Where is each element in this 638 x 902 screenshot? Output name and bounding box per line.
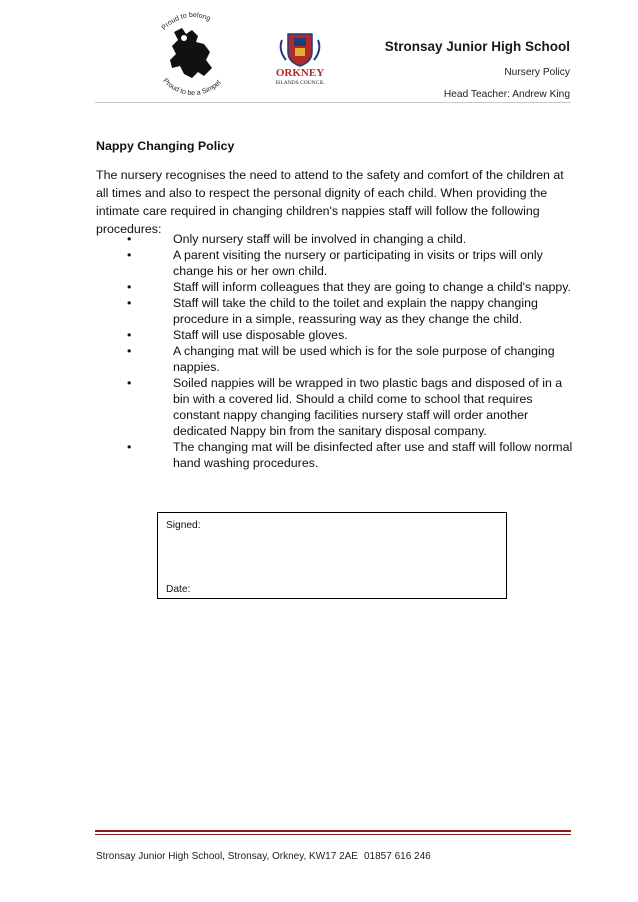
rule-text: Staff will use disposable gloves. (173, 328, 348, 342)
council-sub: ISLANDS COUNCIL (275, 80, 325, 86)
rule-text: Soiled nappies will be wrapped in two plastic bags and disposed of in a bin with a covered lid. Should a child come to school that requires constant nappy changing facilities nursery staff will order another dedicated Nappy bin from the sanitary disposal company. (173, 376, 563, 438)
footer-phone: 01857 616 246 (364, 851, 431, 862)
footer-divider (95, 830, 571, 832)
policy-intro: The nursery recognises the need to attend to the safety and comfort of the children at all times and also to respect the personal dignity of each child. When providing the intimate care required in changing children's nappies staff will follow the following procedures: (96, 168, 564, 236)
list-item (96, 279, 574, 295)
bullet-icon: • (127, 440, 132, 454)
bullet-icon: • (127, 344, 132, 358)
list-item (96, 439, 574, 471)
council-name: ORKNEY (275, 67, 325, 79)
policy-rules-list (96, 231, 574, 471)
rule-text: The changing mat will be disinfected after use and staff will follow normal hand washing procedures. (173, 440, 573, 470)
signed-label: Signed: (166, 520, 201, 531)
list-item (96, 247, 574, 279)
policy-title: Nappy Changing Policy (96, 139, 235, 153)
list-item (96, 295, 574, 327)
bullet-icon: • (127, 296, 132, 310)
svg-text:Proud to be a Simpel: Proud to be a Simpel (161, 77, 223, 96)
rule-text: Staff will inform colleagues that they are going to change a child's nappy. (173, 280, 571, 294)
rule-text: Only nursery staff will be involved in changing a child. (173, 232, 467, 246)
bullet-icon: • (127, 280, 132, 294)
header-divider (95, 102, 571, 103)
orkney-council-logo (264, 30, 336, 86)
school-logo (146, 12, 240, 96)
island-silhouette-icon (146, 12, 240, 96)
footer-divider-thin (95, 834, 571, 835)
document-type: Nursery Policy (504, 67, 570, 78)
bullet-icon: • (127, 328, 132, 342)
bullet-icon: • (127, 248, 132, 262)
list-item (96, 343, 574, 375)
date-label: Date: (166, 584, 191, 595)
rule-text: A parent visiting the nursery or participating in visits or trips will only change his or her own child. (173, 248, 543, 278)
bullet-icon: • (127, 232, 132, 246)
svg-text:Proud to belong: Proud to belong (160, 12, 212, 32)
list-item (96, 375, 574, 439)
rule-text: Staff will take the child to the toilet and explain the nappy changing procedure in a simple, reassuring way as they change the child. (173, 296, 538, 326)
head-teacher: Head Teacher: Andrew King (443, 89, 570, 100)
school-name: Stronsay Junior High School (384, 39, 570, 54)
list-item (96, 327, 574, 343)
rule-text: A changing mat will be used which is for the sole purpose of changing nappies. (173, 344, 555, 374)
footer-address: Stronsay Junior High School, Stronsay, Orkney, KW17 2AE (96, 851, 358, 862)
signature-box (157, 512, 507, 599)
council-crest-icon (264, 30, 336, 86)
list-item (96, 231, 574, 247)
bullet-icon: • (127, 376, 132, 390)
